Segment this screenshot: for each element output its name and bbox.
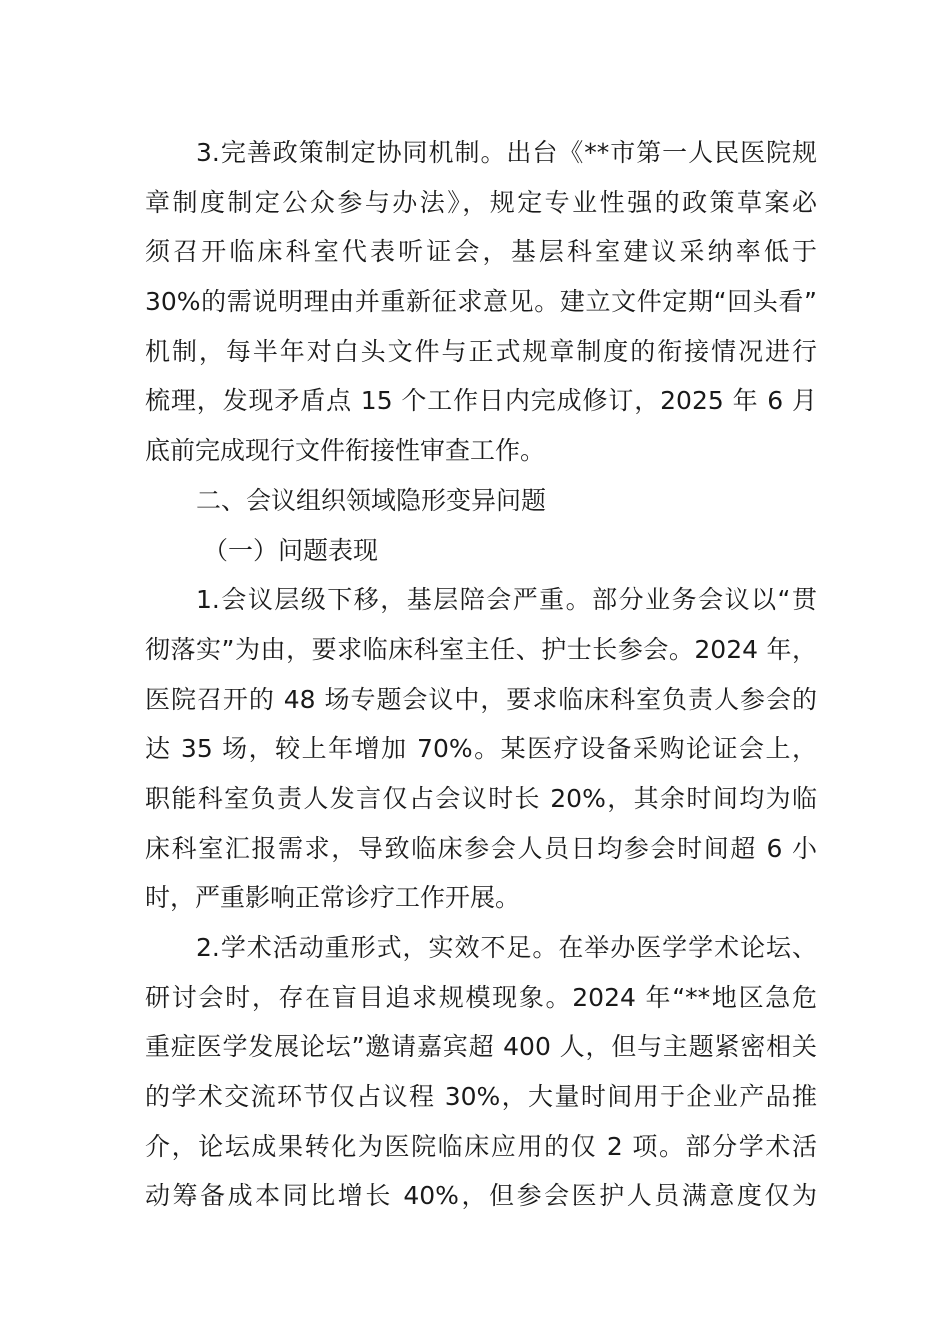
paragraph-line: 时，严重影响正常诊疗工作开展。: [145, 883, 521, 913]
paragraph-line: 达 35 场，较上年增加 70%。某医疗设备采购论证会上，: [145, 734, 817, 764]
paragraph-line: 机制，每半年对白头文件与正式规章制度的衔接情况进行: [145, 336, 817, 366]
paragraph-line: 医院召开的 48 场专题会议中，要求临床科室负责人参会的: [145, 684, 817, 714]
section-heading: 二、会议组织领域隐形变异问题: [196, 485, 547, 515]
paragraph-line: 的学术交流环节仅占议程 30%，大量时间用于企业产品推: [145, 1082, 817, 1112]
paragraph-line: 2.学术活动重形式，实效不足。在举办医学学术论坛、: [196, 933, 817, 962]
paragraph-line: 介，论坛成果转化为医院临床应用的仅 2 项。部分学术活: [145, 1131, 817, 1161]
paragraph-line: 3.完善政策制定协同机制。出台《**市第一人民医院规: [196, 138, 817, 167]
paragraph-line: 彻落实”为由，要求临床科室主任、护士长参会。2024 年，: [145, 634, 817, 664]
subsection-heading: （一）问题表现: [203, 535, 379, 565]
paragraph-line: 1.会议层级下移，基层陪会严重。部分业务会议以“贯: [196, 585, 817, 615]
paragraph-line: 须召开临床科室代表听证会，基层科室建议采纳率低于: [145, 237, 817, 267]
paragraph-line: 动筹备成本同比增长 40%，但参会医护人员满意度仅为: [145, 1181, 817, 1211]
paragraph-line: 章制度制定公众参与办法》，规定专业性强的政策草案必: [145, 187, 817, 217]
paragraph-line: 职能科室负责人发言仅占会议时长 20%，其余时间均为临: [145, 783, 817, 813]
paragraph-line: 床科室汇报需求，导致临床参会人员日均参会时间超 6 小: [145, 833, 817, 863]
paragraph-line: 梳理，发现矛盾点 15 个工作日内完成修订，2025 年 6 月: [145, 386, 817, 416]
paragraph-line: 研讨会时，存在盲目追求规模现象。2024 年“**地区急危: [145, 982, 817, 1012]
document-body: [145, 128, 817, 1221]
paragraph-line: 30%的需说明理由并重新征求意见。建立文件定期“回头看”: [145, 287, 817, 317]
paragraph-line: 重症医学发展论坛”邀请嘉宾超 400 人，但与主题紧密相关: [145, 1032, 817, 1062]
paragraph-line: 底前完成现行文件衔接性审查工作。: [145, 436, 546, 466]
